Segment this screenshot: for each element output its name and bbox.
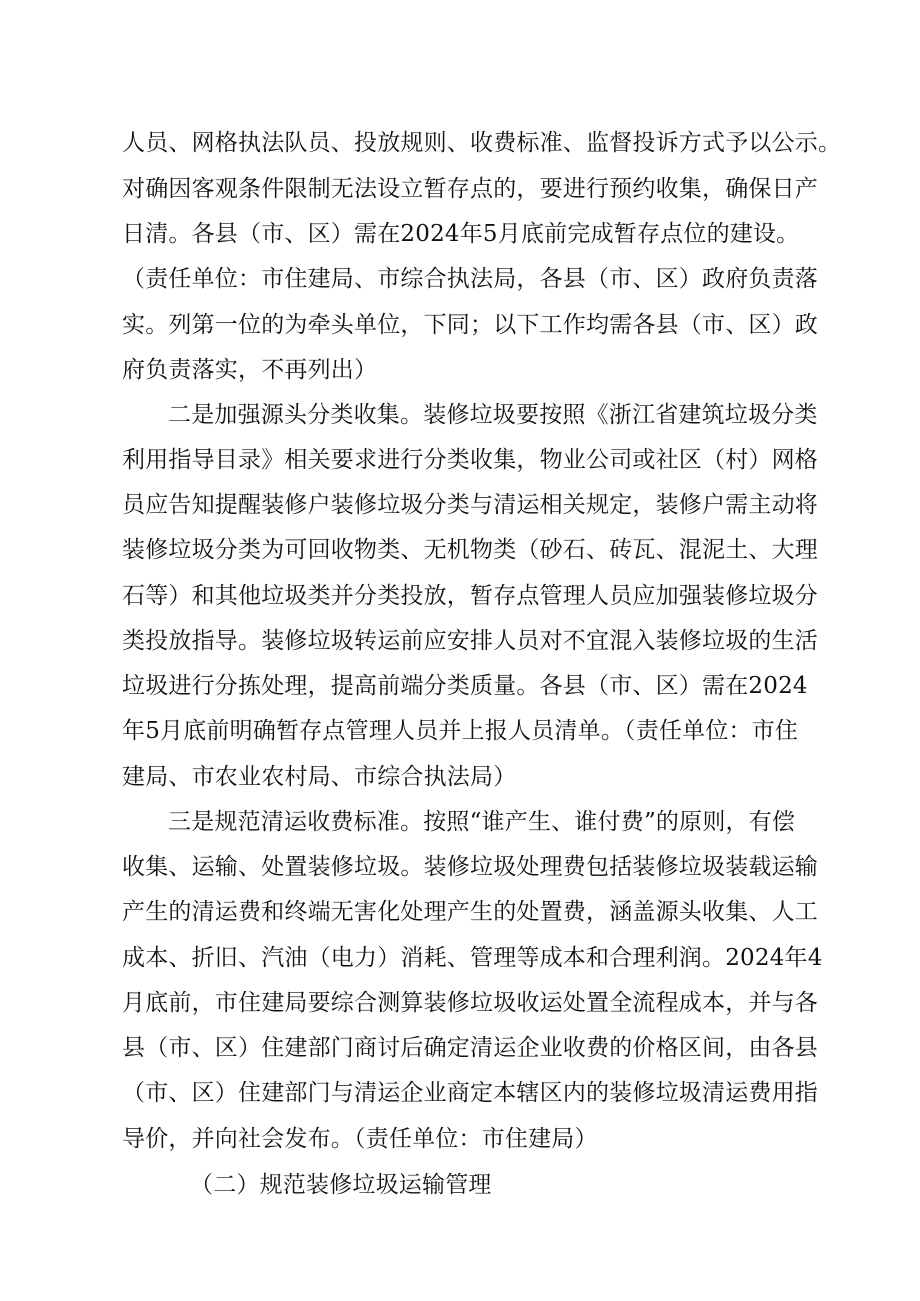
paragraph-line: 类投放指导。装修垃圾转运前应安排人员对不宜混入装修垃圾的生活 [122,628,818,654]
paragraph-line: 对确因客观条件限制无法设立暂存点的，要进行预约收集，确保日产 [122,176,818,202]
paragraph-line: 员应告知提醒装修户装修垃圾分类与清运相关规定，装修户需主动将 [122,492,818,518]
paragraph-line: 日清。各县（市、区）需在2024年5月底前完成暂存点位的建设。 [122,221,800,247]
paragraph-line: 利用指导目录》相关要求进行分类收集，物业公司或社区（村）网格 [122,447,818,473]
paragraph-line: 产生的清运费和终端无害化处理产生的处置费，涵盖源头收集、人工 [122,899,818,925]
paragraph-line: 石等）和其他垃圾类并分类投放，暂存点管理人员应加强装修垃圾分 [122,583,818,609]
paragraph-line: 年5月底前明确暂存点管理人员并上报人员清单。（责任单位：市住 [122,718,799,744]
paragraph-line: （市、区）住建部门与清运企业商定本辖区内的装修垃圾清运费用指 [122,1080,818,1106]
paragraph-line: （责任单位：市住建局、市综合执法局，各县（市、区）政府负责落 [122,266,818,292]
paragraph-line: 装修垃圾分类为可回收物类、无机物类（砂石、砖瓦、混泥土、大理 [122,537,818,563]
paragraph-line: 县（市、区）住建部门商讨后确定清运企业收费的价格区间，由各县 [122,1035,818,1061]
paragraph-line: 收集、运输、处置装修垃圾。装修垃圾处理费包括装修垃圾装载运输 [122,854,818,880]
paragraph-line: 实。列第一位的为牵头单位，下同；以下工作均需各县（市、区）政 [122,312,818,338]
paragraph-line: 月底前，市住建局要综合测算装修垃圾收运处置全流程成本，并与各 [122,990,818,1016]
paragraph-line: 人员、网格执法队员、投放规则、收费标准、监督投诉方式予以公示。 [122,130,842,156]
paragraph-line: 垃圾进行分拣处理，提高前端分类质量。各县（市、区）需在2024 [122,673,808,699]
paragraph-line: 府负责落实，不再列出） [122,357,378,383]
paragraph-line: 三是规范清运收费标准。按照“谁产生、谁付费”的原则，有偿 [168,809,796,835]
paragraph-line: 二是加强源头分类收集。装修垃圾要按照《浙江省建筑垃圾分类 [168,402,818,428]
section-heading: （二）规范装修垃圾运输管理 [190,1172,492,1198]
paragraph-line: 建局、市农业农村局、市综合执法局） [122,764,517,790]
paragraph-line: 导价，并向社会发布。（责任单位：市住建局） [122,1126,598,1152]
paragraph-line: 成本、折旧、汽油（电力）消耗、管理等成本和合理利润。2024年4 [122,945,823,971]
